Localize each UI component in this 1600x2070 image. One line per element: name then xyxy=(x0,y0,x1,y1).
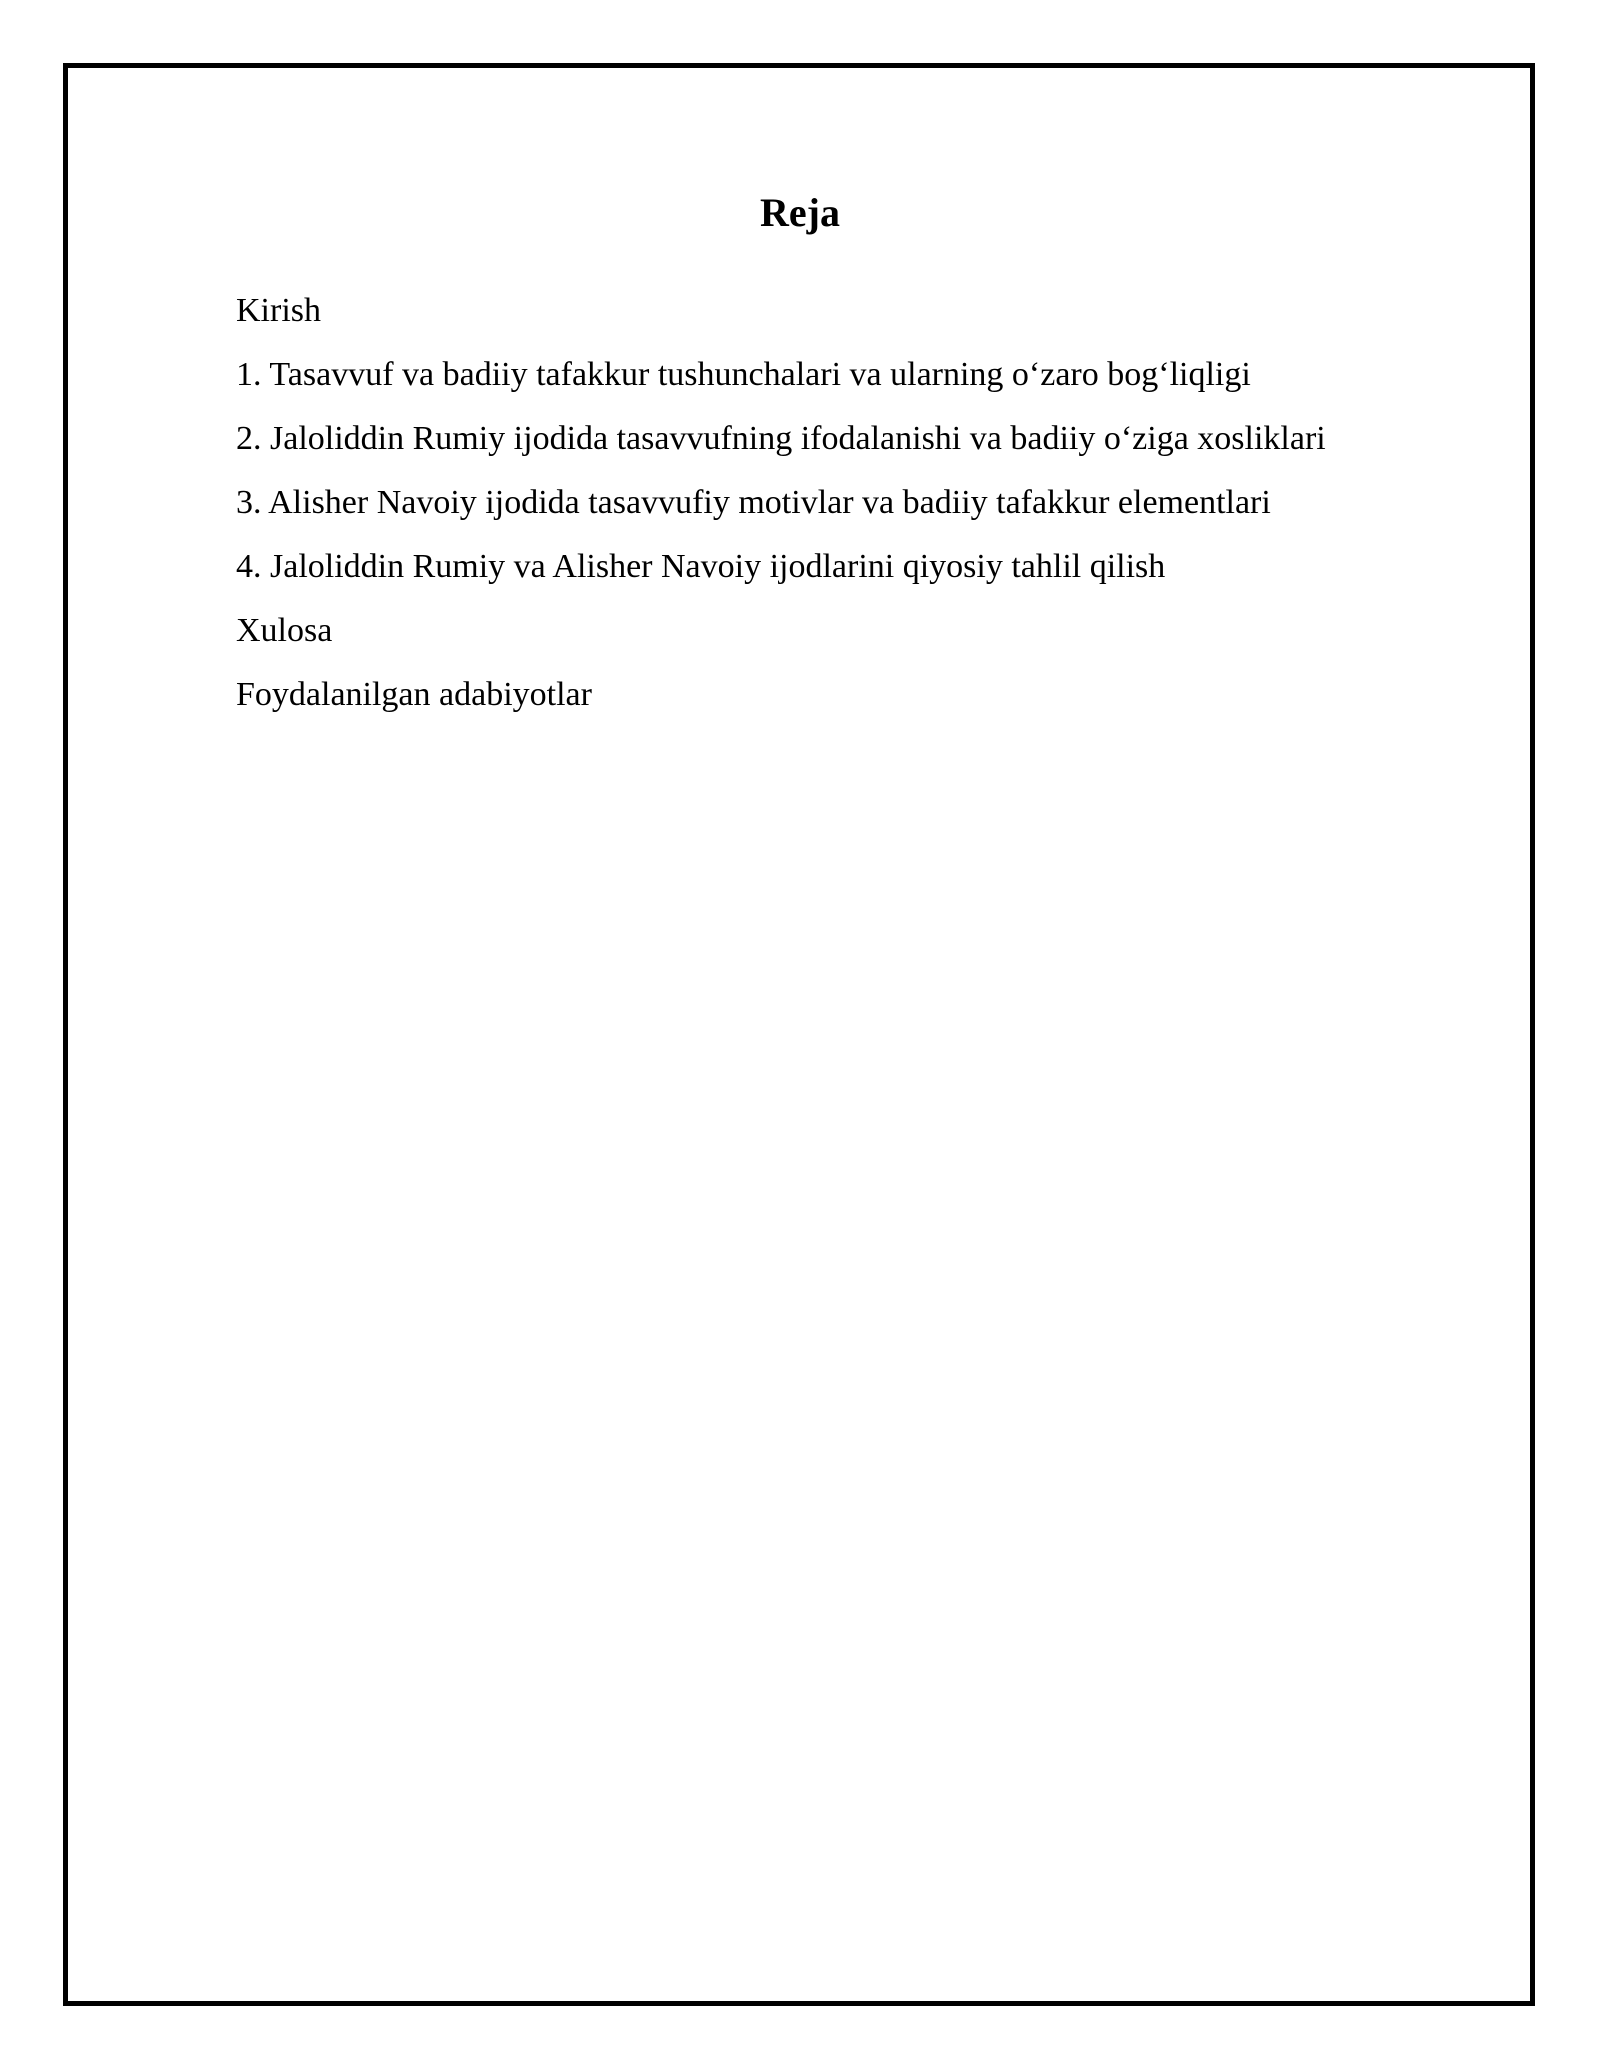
toc-item-chapter-3: 3. Alisher Navoiy ijodida tasavvufiy motivlar va badiiy tafakkur elementlari xyxy=(236,484,1271,521)
page-title: Reja xyxy=(760,190,840,235)
toc-item-conclusion: Xulosa xyxy=(236,612,333,649)
toc-item-chapter-4: 4. Jaloliddin Rumiy va Alisher Navoiy ijodlarini qiyosiy tahlil qilish xyxy=(236,548,1166,585)
toc-item-chapter-2: 2. Jaloliddin Rumiy ijodida tasavvufning ifodalanishi va badiiy o‘ziga xosliklari xyxy=(236,420,1326,457)
toc-item-introduction: Kirish xyxy=(236,292,321,329)
toc-item-references: Foydalanilgan adabiyotlar xyxy=(236,676,592,713)
toc-item-chapter-1: 1. Tasavvuf va badiiy tafakkur tushunchalari va ularning o‘zaro bog‘liqligi xyxy=(236,356,1251,393)
table-of-contents xyxy=(236,287,1366,735)
